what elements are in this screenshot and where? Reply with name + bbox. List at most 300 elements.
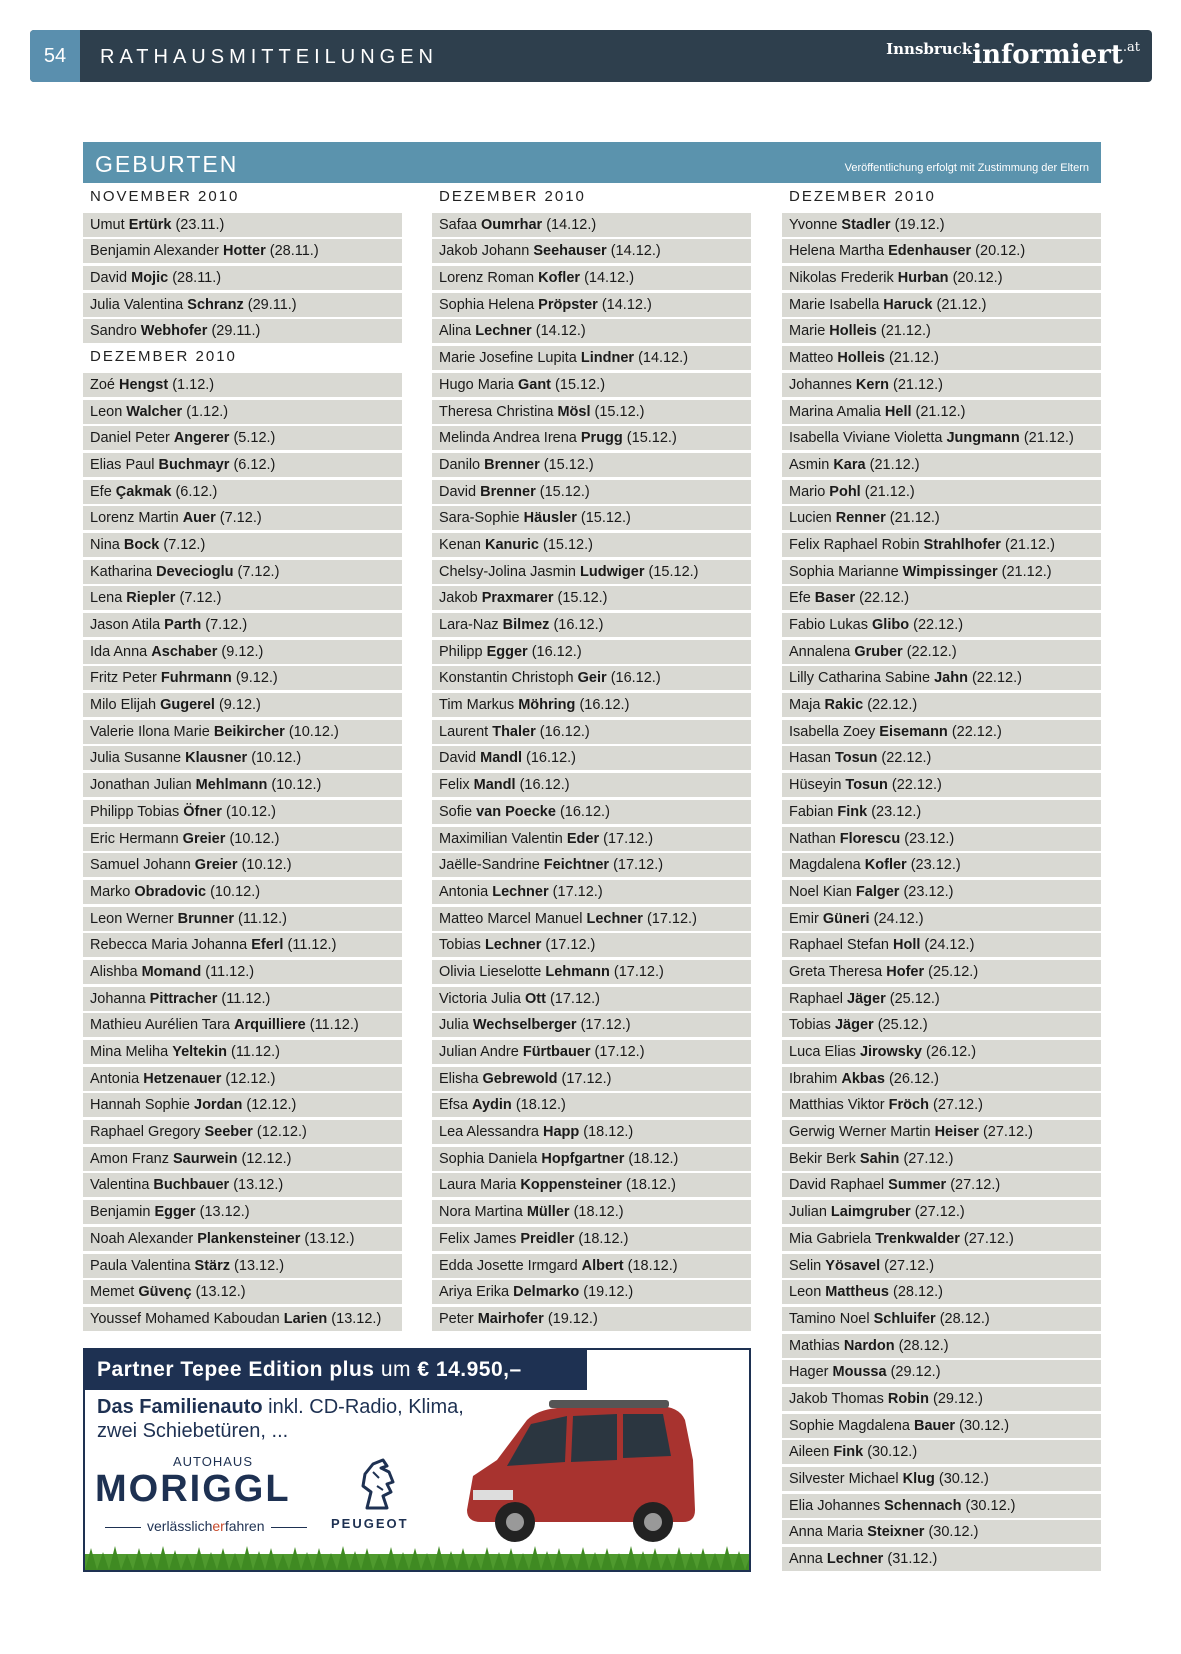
- birth-date: (6.12.): [233, 456, 276, 473]
- given-names: Laurent: [439, 723, 489, 740]
- surname: Kara: [833, 456, 866, 473]
- given-names: Philipp: [439, 643, 483, 660]
- surname: Pohl: [829, 483, 861, 500]
- surname: Brenner: [484, 456, 540, 473]
- given-names: Efe: [90, 483, 112, 500]
- surname: Wechselberger: [472, 1017, 577, 1034]
- birth-date: (20.12.): [952, 270, 1003, 287]
- surname: Preidler: [520, 1230, 575, 1247]
- surname: Arquilliere: [234, 1017, 306, 1034]
- birth-date: (10.12.): [225, 803, 276, 820]
- birth-entry: [83, 1120, 402, 1144]
- birth-entry: [432, 293, 751, 317]
- birth-date: (21.12.): [936, 296, 987, 313]
- birth-date: (11.12.): [287, 937, 337, 954]
- given-names: Mario: [789, 483, 826, 500]
- surname: Jäger: [847, 990, 886, 1007]
- birth-entry: [782, 1494, 1101, 1518]
- birth-entry: [782, 773, 1101, 797]
- surname: Momand: [141, 963, 202, 980]
- surname: Eisemann: [879, 723, 948, 740]
- birth-entry: [83, 720, 402, 744]
- birth-entry: [83, 880, 402, 904]
- birth-entry: [782, 1280, 1101, 1304]
- birth-entry: [83, 400, 402, 424]
- given-names: Marko: [90, 883, 131, 900]
- given-names: Memet: [90, 1284, 135, 1301]
- given-names: Milo Elijah: [90, 697, 157, 714]
- given-names: Kenan: [439, 536, 481, 553]
- birth-entry: [782, 987, 1101, 1011]
- given-names: Ariya Erika: [439, 1284, 510, 1301]
- birth-entry: [83, 1067, 402, 1091]
- birth-entry: [83, 1040, 402, 1064]
- given-names: Elisha: [439, 1070, 479, 1087]
- birth-date: (14.12.): [638, 350, 689, 367]
- surname: Öfner: [183, 803, 222, 820]
- ad-tagline-2: zwei Schiebetüren, ...: [97, 1420, 289, 1442]
- birth-entry: [83, 426, 402, 450]
- surname: Bauer: [913, 1417, 956, 1434]
- birth-date: (22.12.): [891, 777, 942, 794]
- given-names: Fabian: [789, 803, 834, 820]
- birth-date: (21.12.): [880, 323, 931, 340]
- birth-date: (28.11.): [269, 243, 319, 260]
- births-banner: [83, 142, 1101, 183]
- surname: Eder: [566, 830, 600, 847]
- birth-entry: [782, 933, 1101, 957]
- birth-date: (16.12.): [579, 697, 630, 714]
- surname: Webhofer: [140, 323, 208, 340]
- birth-date: (28.12.): [892, 1284, 943, 1301]
- surname: Albert: [581, 1257, 624, 1274]
- surname: Florescu: [839, 830, 901, 847]
- surname: Rakic: [824, 697, 864, 714]
- surname: Kanuric: [484, 536, 539, 553]
- birth-entry: [782, 1173, 1101, 1197]
- surname: Nardon: [843, 1337, 895, 1354]
- surname: Hetzenauer: [143, 1070, 222, 1087]
- given-names: Yvonne: [789, 216, 838, 233]
- birth-date: (15.12.): [626, 430, 677, 447]
- birth-date: (12.12.): [246, 1097, 297, 1114]
- birth-entry: [432, 1227, 751, 1251]
- surname: Lindner: [580, 350, 635, 367]
- surname: Yeltekin: [172, 1044, 228, 1060]
- birth-date: (9.12.): [218, 697, 261, 714]
- birth-entry: [782, 693, 1101, 717]
- birth-date: (7.12.): [219, 510, 262, 527]
- surname: Bilmez: [502, 617, 550, 633]
- given-names: Rebecca Maria Johanna: [90, 937, 248, 954]
- birth-entry: [432, 1147, 751, 1171]
- birth-entry: [83, 293, 402, 317]
- given-names: Johannes: [789, 376, 852, 393]
- surname: Aydin: [472, 1097, 512, 1114]
- surname: Gruber: [854, 643, 903, 660]
- given-names: Leon Werner: [90, 910, 174, 927]
- given-names: Silvester Michael: [789, 1471, 899, 1487]
- surname: Kofler: [864, 857, 907, 874]
- surname: Haruck: [883, 296, 933, 313]
- birth-date: (10.12.): [229, 830, 280, 847]
- birth-date: (17.12.): [561, 1070, 612, 1087]
- birth-entry: [782, 533, 1101, 557]
- surname: Klausner: [185, 750, 248, 767]
- birth-entry: [432, 640, 751, 664]
- given-names: Felix Raphael Robin: [789, 536, 920, 553]
- birth-entry: [782, 800, 1101, 824]
- ad-brand: PEUGEOT: [331, 1516, 409, 1531]
- birth-date: (10.12.): [210, 883, 261, 900]
- given-names: Marie Isabella: [789, 296, 880, 313]
- birth-entry: [782, 1440, 1101, 1464]
- birth-date: (18.12.): [583, 1124, 634, 1141]
- births-column-1: [83, 186, 402, 1334]
- surname: Mandl: [480, 750, 522, 767]
- given-names: David: [90, 270, 128, 287]
- given-names: Jaëlle-Sandrine: [439, 857, 540, 874]
- birth-date: (19.12.): [547, 1310, 598, 1327]
- birth-entry: [432, 746, 751, 770]
- given-names: Fabio Lukas: [789, 617, 868, 633]
- given-names: Hugo Maria: [439, 376, 514, 393]
- given-names: Benjamin: [90, 1204, 151, 1221]
- birth-entry: [83, 827, 402, 851]
- surname: Schluifer: [873, 1310, 936, 1327]
- birth-date: (10.12.): [241, 857, 292, 874]
- surname: Greier: [182, 830, 226, 847]
- birth-entry: [782, 480, 1101, 504]
- birth-date: (13.12.): [331, 1310, 382, 1327]
- given-names: Tim Markus: [439, 697, 515, 714]
- surname: Müller: [526, 1204, 570, 1221]
- given-names: Valentina: [90, 1177, 150, 1194]
- surname: Holleis: [829, 323, 877, 340]
- birth-entry: [83, 613, 402, 637]
- given-names: Leon: [789, 1284, 822, 1301]
- surname: Schennach: [884, 1497, 962, 1514]
- surname: Falger: [855, 883, 900, 900]
- birth-date: (26.12.): [888, 1070, 939, 1087]
- birth-date: (7.12.): [163, 536, 206, 553]
- surname: Feichtner: [543, 857, 610, 874]
- surname: Seehauser: [533, 243, 607, 260]
- surname: Holl: [893, 937, 921, 954]
- given-names: Benjamin Alexander: [90, 243, 219, 260]
- surname: Stärz: [194, 1257, 231, 1274]
- birth-entry: [432, 960, 751, 984]
- given-names: Amon Franz: [90, 1150, 169, 1167]
- surname: Egger: [486, 643, 528, 660]
- given-names: Sophie Magdalena: [789, 1417, 910, 1434]
- peugeot-lion-icon: [353, 1456, 405, 1512]
- surname: Delmarko: [513, 1284, 580, 1301]
- surname: Laimgruber: [830, 1204, 911, 1221]
- grass-decoration: [85, 1544, 751, 1570]
- given-names: Tobias: [789, 1017, 831, 1034]
- birth-entry: [782, 907, 1101, 931]
- birth-entry: [782, 319, 1101, 343]
- surname: Lechner: [475, 323, 532, 340]
- birth-entry: [83, 239, 402, 263]
- car-image: [457, 1390, 697, 1550]
- birth-date: (18.12.): [578, 1230, 629, 1247]
- birth-entry: [83, 506, 402, 530]
- surname: Lechner: [826, 1551, 884, 1568]
- birth-date: (28.12.): [898, 1337, 949, 1354]
- month-heading: DEZEMBER 2010: [439, 188, 586, 205]
- surname: Auer: [182, 510, 216, 527]
- birth-date: (27.12.): [963, 1230, 1014, 1247]
- given-names: Hasan: [789, 750, 831, 767]
- surname: Hopfgartner: [541, 1150, 625, 1167]
- birth-date: (13.12.): [233, 1177, 284, 1194]
- birth-entry: [432, 346, 751, 370]
- given-names: Mina Meliha: [90, 1044, 169, 1060]
- birth-entry: [782, 586, 1101, 610]
- surname: Hofer: [886, 963, 925, 980]
- surname: Lechner: [484, 937, 542, 954]
- given-names: Daniel Peter: [90, 430, 170, 447]
- birth-entry: [83, 1013, 402, 1037]
- birth-date: (29.12.): [890, 1364, 941, 1381]
- birth-entry: [782, 1414, 1101, 1438]
- birth-date: (17.12.): [613, 857, 664, 874]
- page-number: 54: [30, 30, 80, 82]
- birth-date: (25.12.): [877, 1017, 928, 1034]
- birth-date: (29.11.): [211, 323, 261, 340]
- given-names: Asmin: [789, 456, 830, 473]
- birth-entry: [782, 293, 1101, 317]
- birth-date: (21.12.): [869, 456, 920, 473]
- surname: Häusler: [523, 510, 577, 527]
- given-names: Lara-Naz: [439, 617, 499, 633]
- brand-logo: [886, 40, 1140, 70]
- birth-entry: [782, 1520, 1101, 1544]
- given-names: Philipp Tobias: [90, 803, 180, 820]
- birth-date: (1.12.): [172, 376, 215, 393]
- surname: Kofler: [538, 270, 581, 287]
- birth-entry: [782, 506, 1101, 530]
- birth-entry: [83, 586, 402, 610]
- birth-date: (16.12.): [519, 777, 570, 794]
- birth-entry: [83, 933, 402, 957]
- birth-date: (23.12.): [871, 803, 922, 820]
- birth-entry: [432, 1013, 751, 1037]
- surname: Kern: [855, 376, 889, 393]
- given-names: Peter: [439, 1310, 474, 1327]
- given-names: Isabella Zoey: [789, 723, 876, 740]
- birth-entry: [782, 960, 1101, 984]
- given-names: Konstantin Christoph: [439, 670, 574, 687]
- given-names: Marie: [789, 323, 826, 340]
- birth-entry: [83, 746, 402, 770]
- given-names: Nikolas Frederik: [789, 270, 894, 287]
- birth-date: (14.12.): [584, 270, 635, 287]
- surname: Greier: [194, 857, 238, 874]
- birth-entry: [432, 987, 751, 1011]
- birth-entry: [432, 1200, 751, 1224]
- birth-entry: [83, 319, 402, 343]
- birth-date: (17.12.): [580, 1017, 631, 1034]
- given-names: Victoria Julia: [439, 990, 521, 1007]
- birth-date: (6.12.): [175, 483, 218, 500]
- surname: Pröpster: [538, 296, 598, 313]
- birth-date: (31.12.): [887, 1551, 938, 1568]
- birth-date: (25.12.): [889, 990, 940, 1007]
- given-names: Katharina: [90, 563, 153, 580]
- surname: Fürtbauer: [522, 1044, 591, 1060]
- birth-date: (22.12.): [913, 617, 964, 633]
- birth-entry: [782, 426, 1101, 450]
- birth-entry: [83, 960, 402, 984]
- birth-entry: [432, 1254, 751, 1278]
- birth-date: (9.12.): [221, 643, 264, 660]
- surname: Tosun: [845, 777, 888, 794]
- surname: Saurwein: [173, 1150, 238, 1167]
- surname: Ertürk: [128, 216, 172, 233]
- given-names: Johanna: [90, 990, 146, 1007]
- birth-entry: [432, 453, 751, 477]
- surname: Geir: [577, 670, 607, 687]
- birth-entry: [83, 853, 402, 877]
- birth-date: (15.12.): [594, 403, 645, 420]
- birth-date: (28.12.): [939, 1310, 990, 1327]
- surname: Güneri: [822, 910, 870, 927]
- given-names: David Raphael: [789, 1177, 885, 1194]
- given-names: Jonathan Julian: [90, 777, 192, 794]
- surname: Egger: [154, 1204, 196, 1221]
- given-names: Antonia: [90, 1070, 140, 1087]
- birth-entry: [83, 1227, 402, 1251]
- birth-entry: [782, 373, 1101, 397]
- birth-date: (17.12.): [613, 963, 664, 980]
- given-names: Tamino Noel: [789, 1310, 870, 1327]
- birth-entry: [432, 1280, 751, 1304]
- given-names: Anna: [789, 1551, 823, 1568]
- birth-date: (17.12.): [549, 990, 600, 1007]
- given-names: Selin: [789, 1257, 822, 1274]
- birth-date: (17.12.): [646, 910, 697, 927]
- birth-date: (18.12.): [628, 1150, 679, 1167]
- given-names: Sandro: [90, 323, 137, 340]
- surname: Plankensteiner: [197, 1230, 301, 1247]
- given-names: Matteo: [789, 350, 834, 367]
- given-names: David: [439, 750, 477, 767]
- birth-entry: [782, 1067, 1101, 1091]
- given-names: Maximilian Valentin: [439, 830, 563, 847]
- surname: Lechner: [586, 910, 643, 927]
- banner-title: GEBURTEN: [95, 151, 239, 177]
- given-names: Jakob Johann: [439, 243, 530, 260]
- birth-entry: [782, 1200, 1101, 1224]
- given-names: Matthias Viktor: [789, 1097, 885, 1114]
- birth-date: (17.12.): [552, 883, 603, 900]
- given-names: Zoé: [90, 376, 115, 393]
- ad-slogan-a: verlässlich: [147, 1518, 213, 1534]
- birth-entry: [432, 1040, 751, 1064]
- given-names: David: [439, 483, 477, 500]
- given-names: Alishba: [90, 963, 138, 980]
- birth-entry: [432, 400, 751, 424]
- birth-date: (22.12.): [859, 590, 910, 607]
- given-names: Safaa: [439, 216, 477, 233]
- surname: Lehmann: [545, 963, 610, 980]
- surname: Renner: [835, 510, 886, 527]
- birth-date: (16.12.): [531, 643, 582, 660]
- birth-entry: [83, 666, 402, 690]
- surname: Seeber: [204, 1124, 253, 1141]
- given-names: Anna Maria: [789, 1524, 864, 1541]
- given-names: Antonia: [439, 883, 489, 900]
- given-names: Mathias: [789, 1337, 840, 1354]
- given-names: Matteo Marcel Manuel: [439, 910, 583, 927]
- given-names: Raphael Gregory: [90, 1124, 201, 1141]
- birth-entry: [782, 400, 1101, 424]
- birth-entry: [83, 373, 402, 397]
- birth-entry: [432, 213, 751, 237]
- birth-entry: [83, 907, 402, 931]
- surname: Praxmarer: [481, 590, 554, 607]
- given-names: Julian: [789, 1204, 827, 1221]
- ad-tagline-1: [97, 1396, 464, 1419]
- ad-slogan: [99, 1518, 313, 1534]
- given-names: Elias Paul: [90, 456, 155, 473]
- given-names: Lorenz Roman: [439, 270, 535, 287]
- birth-date: (5.12.): [233, 430, 276, 447]
- given-names: Nathan: [789, 830, 836, 847]
- given-names: Luca Elias: [789, 1044, 856, 1060]
- given-names: Gerwig Werner Martin: [789, 1124, 931, 1141]
- given-names: Annalena: [789, 643, 851, 660]
- birth-entry: [782, 1334, 1101, 1358]
- birth-date: (29.11.): [247, 296, 297, 313]
- birth-date: (30.12.): [959, 1417, 1010, 1434]
- surname: Mojic: [131, 270, 169, 287]
- ad-headline-light: um: [380, 1358, 412, 1381]
- birth-entry: [782, 1387, 1101, 1411]
- birth-entry: [83, 1254, 402, 1278]
- given-names: Paula Valentina: [90, 1257, 191, 1274]
- birth-entry: [432, 880, 751, 904]
- birth-entry: [782, 613, 1101, 637]
- advertisement: [83, 1348, 751, 1572]
- birth-date: (23.11.): [175, 216, 225, 233]
- ad-dealer-name: MORIGGL: [95, 1468, 291, 1510]
- given-names: Efe: [789, 590, 811, 607]
- birth-entry: [432, 827, 751, 851]
- given-names: Aileen: [789, 1444, 830, 1461]
- birth-entry: [782, 827, 1101, 851]
- surname: Aschaber: [151, 643, 218, 660]
- births-column-2: [432, 186, 751, 1334]
- birth-date: (14.12.): [610, 243, 661, 260]
- surname: Fink: [837, 803, 868, 820]
- birth-entry: [83, 213, 402, 237]
- surname: Glibo: [872, 617, 910, 633]
- surname: Güvenç: [138, 1284, 192, 1301]
- surname: Jäger: [834, 1017, 874, 1034]
- birth-entry: [83, 693, 402, 717]
- surname: Strahlhofer: [923, 536, 1001, 553]
- birth-entry: [83, 560, 402, 584]
- birth-date: (27.12.): [982, 1124, 1033, 1141]
- birth-entry: [83, 773, 402, 797]
- birth-entry: [432, 693, 751, 717]
- surname: Buchbauer: [153, 1177, 230, 1194]
- birth-date: (23.12.): [904, 830, 955, 847]
